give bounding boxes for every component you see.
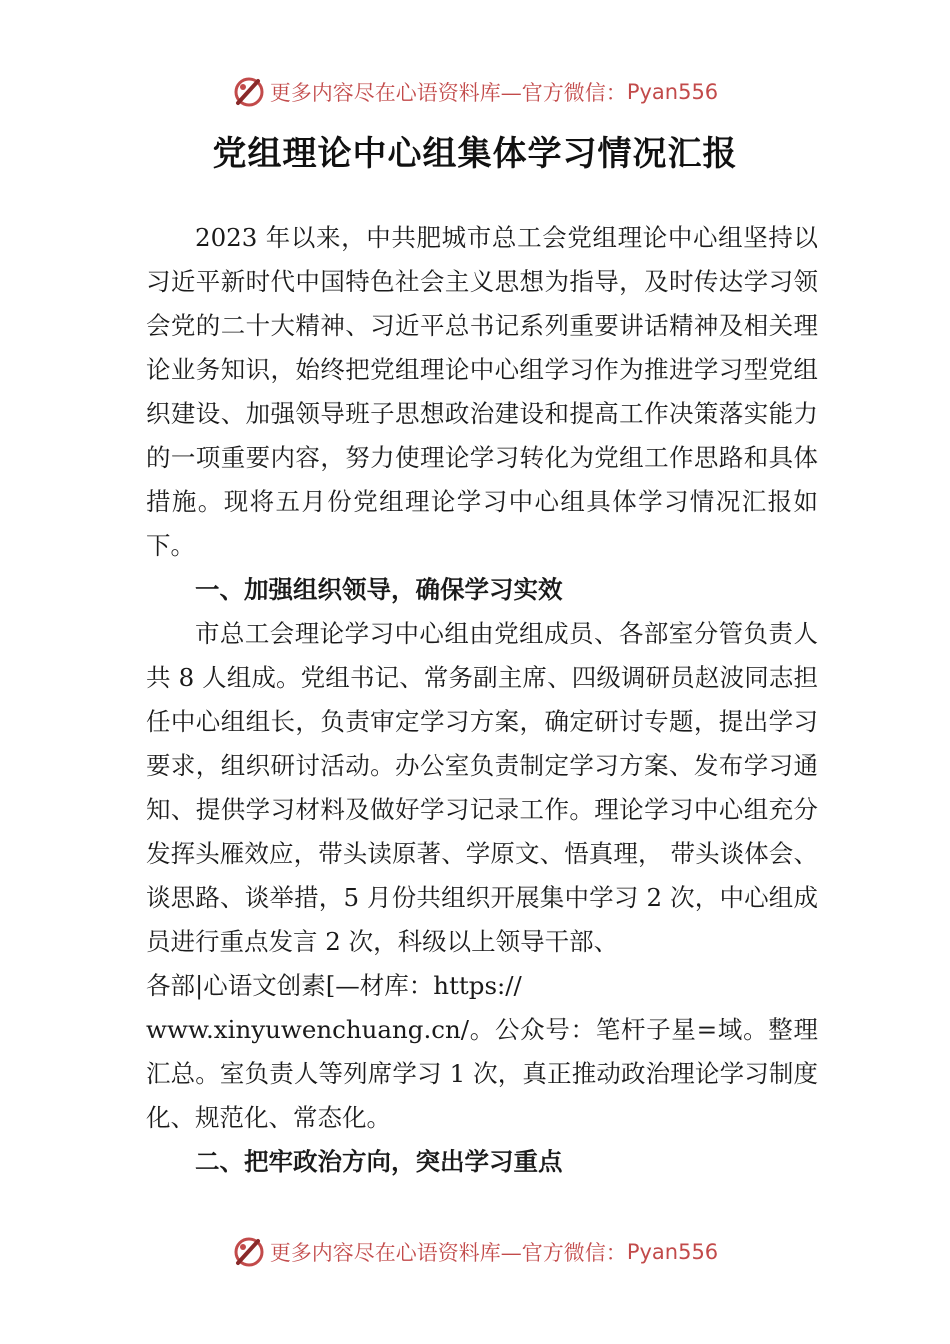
brush-logo-icon xyxy=(232,1235,266,1269)
section-1-continuation: www.xinyuwenchuang.cn/。公众号：笔杆子星=域。整理汇总。室负责人等列席学习 1 次，真正推动政治理论学习制度化、规范化、常态化。 xyxy=(146,1015,818,1132)
section-1-fragment: 各部|心语文创素[—材库：https:// xyxy=(146,971,522,1000)
watermark-handle: Pyan556 xyxy=(626,1240,719,1264)
section-heading-1: 一、加强组织领导，确保学习实效 xyxy=(195,575,563,604)
watermark-text: 更多内容尽在心语资料库—官方微信： xyxy=(269,81,627,105)
watermark-banner-bottom xyxy=(0,1230,950,1274)
watermark-handle: Pyan556 xyxy=(626,80,719,104)
document-body xyxy=(146,216,818,1184)
document-title: 党组理论中心组集体学习情况汇报 xyxy=(212,134,738,174)
intro-paragraph: 2023 年以来，中共肥城市总工会党组理论中心组坚持以习近平新时代中国特色社会主义思想为指导，及时传达学习领会党的二十大精神、习近平总书记系列重要讲话精神及相关理论业务知识，始终把党组理论中心组学习作为推进学习型党组织建设、加强领导班子思想政治建设和提高工作决策落实能力的一项重要内容，努力使理论学习转化为党组工作思路和具体措施。现将五月份党组理论学习中心组具体学习情况汇报如下。 xyxy=(146,223,818,560)
watermark-text: 更多内容尽在心语资料库—官方微信： xyxy=(269,1241,627,1265)
section-1-paragraph: 市总工会理论学习中心组由党组成员、各部室分管负责人共 8 人组成。党组书记、常务副主席、四级调研员赵波同志担任中心组组长，负责审定学习方案，确定研讨专题，提出学习要求，组织研讨活动。办公室负责制定学习方案、发布学习通知、提供学习材料及做好学习记录工作。理论学习中心组充分发挥头雁效应，带头读原著、学原文、悟真理， 带头谈体会、谈思路、谈举措，5 月份共组织开展集中学习 2 次，中心组成员进行重点发言 2 次，科级以上领导干部、 xyxy=(146,619,818,956)
brush-logo-icon xyxy=(232,75,266,109)
section-heading-2: 二、把牢政治方向，突出学习重点 xyxy=(195,1147,563,1176)
watermark-banner-top xyxy=(0,70,950,114)
